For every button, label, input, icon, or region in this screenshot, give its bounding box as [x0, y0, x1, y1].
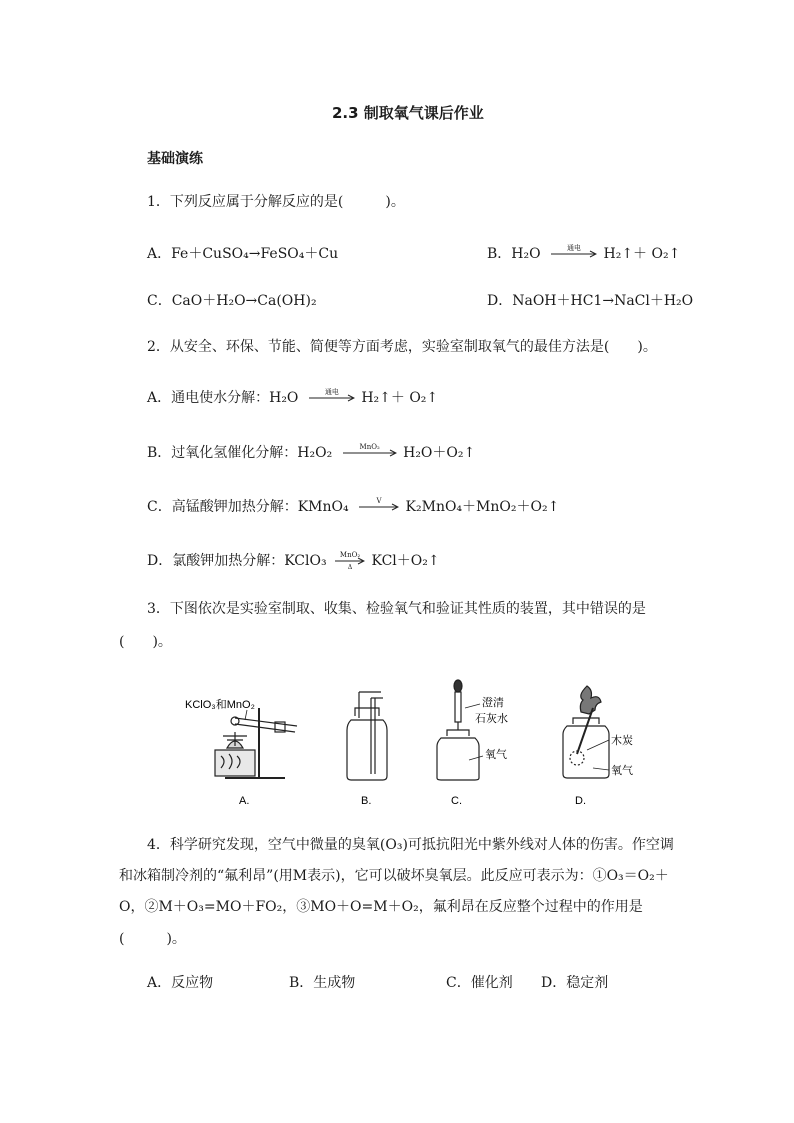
reaction-arrow: [359, 497, 399, 517]
q2-option-a: [147, 388, 438, 408]
reaction-arrow: [343, 443, 397, 463]
caption-c: C.: [451, 795, 462, 807]
q2-option-b: [147, 443, 475, 463]
caption-d: D.: [575, 795, 586, 807]
q3-stem-line1: 3．下图依次是实验室制取、收集、检验氧气和验证其性质的装置，其中错误的是: [147, 601, 646, 617]
q1-option-d: D．NaOH＋HC1→NaCl＋H₂O: [487, 293, 694, 309]
q2-stem: 2．从安全、环保、节能、简便等方面考虑，实验室制取氧气的最佳方法是( )。: [147, 339, 657, 355]
q2-d-prefix: D．氯酸钾加热分解：KClO₃: [147, 553, 327, 569]
q2-b-prefix: B．过氧化氢催化分解：H₂O₂: [147, 445, 333, 461]
label-oxygen-c: 氧气: [485, 749, 507, 761]
q2-b-suffix: H₂O＋O₂↑: [403, 445, 476, 461]
q2-a-suffix: H₂↑＋ O₂↑: [361, 390, 439, 406]
arrow-icon: [343, 449, 397, 457]
q4-option-a: A．反应物: [147, 975, 214, 991]
apparatus-c: [437, 680, 479, 780]
q4-line3: O，②M＋O₃=MO＋FO₂，③MO＋O=M＋O₂，氟利昂在反应整个过程中的作用是: [119, 899, 643, 915]
q4-option-d: D．稳定剂: [541, 975, 609, 991]
q4-option-c: C．催化剂: [446, 975, 513, 991]
label-charcoal: 木炭: [611, 735, 633, 747]
q3-stem-line2: ( )。: [119, 634, 172, 650]
q2-c-prefix: C．高锰酸钾加热分解：KMnO₄: [147, 499, 349, 515]
q3-apparatus-figure: [175, 678, 645, 810]
reaction-arrow: [551, 244, 597, 264]
arrow-condition: 通电: [567, 244, 582, 252]
apparatus-a: [215, 708, 297, 778]
label-kclo3-mno2: KClO₃和MnO₂: [185, 699, 255, 711]
q2-c-suffix: K₂MnO₄＋MnO₂＋O₂↑: [405, 499, 560, 515]
page-title: 2.3 制取氧气课后作业: [332, 104, 484, 122]
q1-stem: 1．下列反应属于分解反应的是( )。: [147, 194, 405, 210]
caption-b: B.: [361, 795, 372, 807]
q2-a-prefix: A．通电使水分解：H₂O: [147, 390, 299, 406]
q4-option-b: B．生成物: [289, 975, 356, 991]
reaction-arrow: [335, 551, 365, 571]
apparatus-d: [563, 686, 609, 778]
arrow-condition: 通电: [324, 388, 339, 396]
arrow-icon: [359, 503, 399, 511]
q4-line4: ( )。: [119, 931, 186, 947]
section-heading: 基础演练: [147, 151, 203, 167]
q4-line1: 4．科学研究发现，空气中微量的臭氧(O₃)可抵抗阳光中紫外线对人体的伤害。作空调: [147, 837, 674, 853]
q2-option-d: [147, 551, 440, 571]
label-oxygen-d: 氧气: [611, 765, 633, 777]
arrow-condition: MnO₂: [339, 551, 361, 559]
arrow-icon: [551, 250, 597, 258]
label-limewater-1: 澄清: [482, 697, 504, 709]
label-limewater-2: 石灰水: [475, 713, 508, 725]
q1-b-prefix: B．H₂O: [487, 246, 541, 262]
q2-option-c: [147, 497, 559, 517]
arrow-condition: V: [376, 497, 382, 505]
apparatus-b: [347, 692, 387, 780]
q1-option-c: C．CaO＋H₂O→Ca(OH)₂: [147, 293, 317, 309]
q1-b-suffix: H₂↑＋ O₂↑: [603, 246, 681, 262]
arrow-icon: [309, 394, 355, 402]
q1-option-a: A．Fe＋CuSO₄→FeSO₄＋Cu: [147, 246, 339, 262]
arrow-condition-below: Δ: [347, 564, 353, 571]
reaction-arrow: [309, 388, 355, 408]
arrow-condition: MnO₂: [359, 443, 380, 451]
q1-option-b: [487, 244, 680, 264]
caption-a: A.: [239, 795, 250, 807]
q2-d-suffix: KCl＋O₂↑: [371, 553, 440, 569]
q4-line2: 和冰箱制冷剂的“氟利昂”(用M表示)，它可以破坏臭氧层。此反应可表示为：①O₃＝O₂＋: [119, 868, 669, 884]
